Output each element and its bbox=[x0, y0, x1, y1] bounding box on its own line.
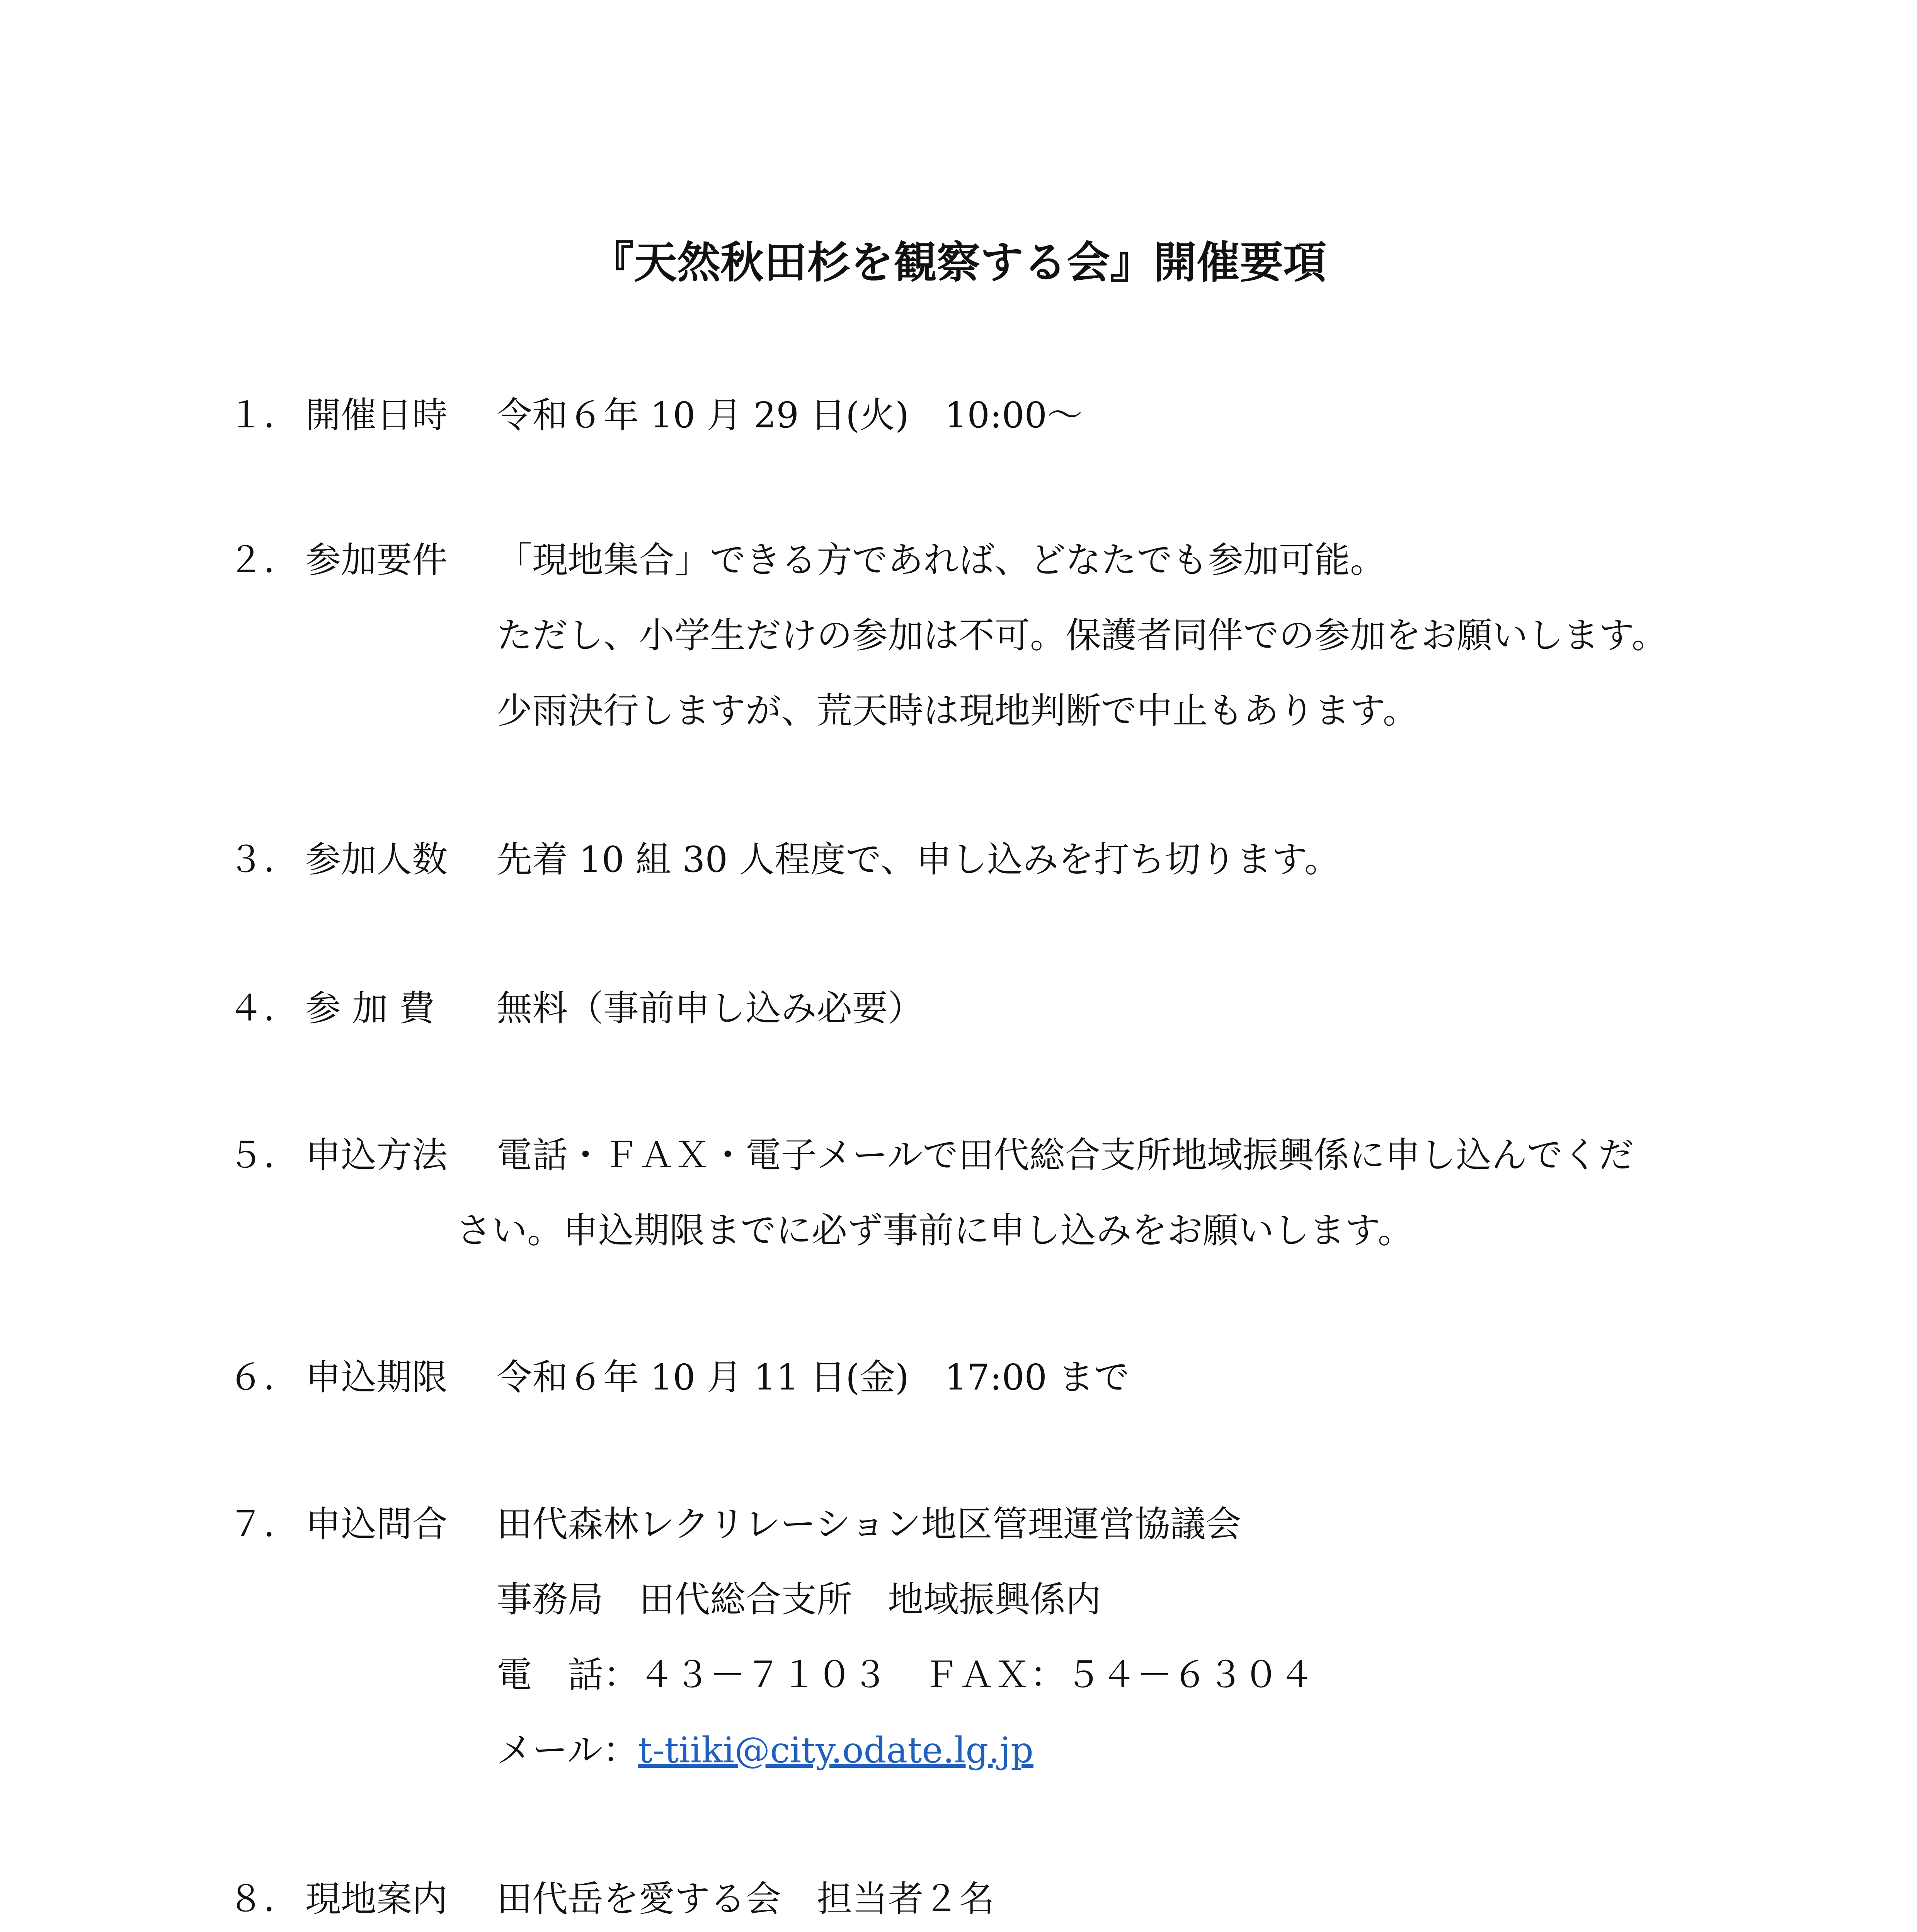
item-label: 申込問合 bbox=[305, 1503, 448, 1545]
item-number: ２． bbox=[228, 539, 300, 581]
item-value: 少雨決行しますが、荒天時は現地判断で中止もあります。 bbox=[497, 690, 1418, 731]
item-value: 田代森林レクリレーション地区管理運営協議会 bbox=[497, 1503, 1241, 1545]
item-value: 電話・ＦＡＸ・電子メールで田代総合支所地域振興係に申し込んでくだ bbox=[497, 1134, 1634, 1176]
item-value: 「現地集合」できる方であれば、どなたでも参加可能。 bbox=[497, 539, 1386, 581]
item-label: 参加要件 bbox=[305, 539, 448, 581]
item-value: 先着 10 組 30 人程度で、申し込みを打ち切ります。 bbox=[497, 839, 1340, 880]
item-number: ６． bbox=[228, 1357, 300, 1398]
item-value: 事務局 田代総合支所 地域振興係内 bbox=[497, 1579, 1102, 1620]
item-value: 令和６年 10 月 11 日(金) 17:00 まで bbox=[497, 1357, 1130, 1398]
item-label: 開催日時 bbox=[305, 395, 448, 436]
item-number: ４． bbox=[228, 988, 300, 1029]
item-number: ７． bbox=[228, 1503, 300, 1545]
email-link[interactable]: t-tiiki@city.odate.lg.jp bbox=[638, 1730, 1033, 1771]
item-number: １． bbox=[228, 395, 300, 436]
item-label: 参加人数 bbox=[305, 839, 448, 880]
item-number: ８． bbox=[228, 1878, 300, 1920]
page-title: 『天然秋田杉を観察する会』開催要項 bbox=[591, 238, 1326, 288]
item-label: 申込期限 bbox=[305, 1357, 448, 1398]
item-label: 現地案内 bbox=[305, 1878, 448, 1920]
item-number: ３． bbox=[228, 839, 300, 880]
item-value: さい。申込期限までに必ず事前に申し込みをお願いします。 bbox=[456, 1210, 1413, 1251]
item-value: 田代岳を愛する会 担当者２名 bbox=[497, 1878, 995, 1920]
mail-row bbox=[497, 1725, 1033, 1776]
item-value: 令和６年 10 月 29 日(火) 10:00～ bbox=[497, 395, 1083, 436]
item-value: 無料（事前申し込み必要） bbox=[497, 988, 924, 1029]
item-value: 電 話：４３－７１０３ ＦＡＸ：５４－６３０４ bbox=[497, 1654, 1315, 1696]
item-label: 申込方法 bbox=[305, 1134, 448, 1176]
item-label: 参 加 費 bbox=[305, 988, 435, 1029]
mail-label: メール： bbox=[497, 1730, 638, 1771]
item-number: ５． bbox=[228, 1134, 300, 1176]
item-value: ただし、小学生だけの参加は不可。保護者同伴での参加をお願いします。 bbox=[497, 615, 1667, 656]
